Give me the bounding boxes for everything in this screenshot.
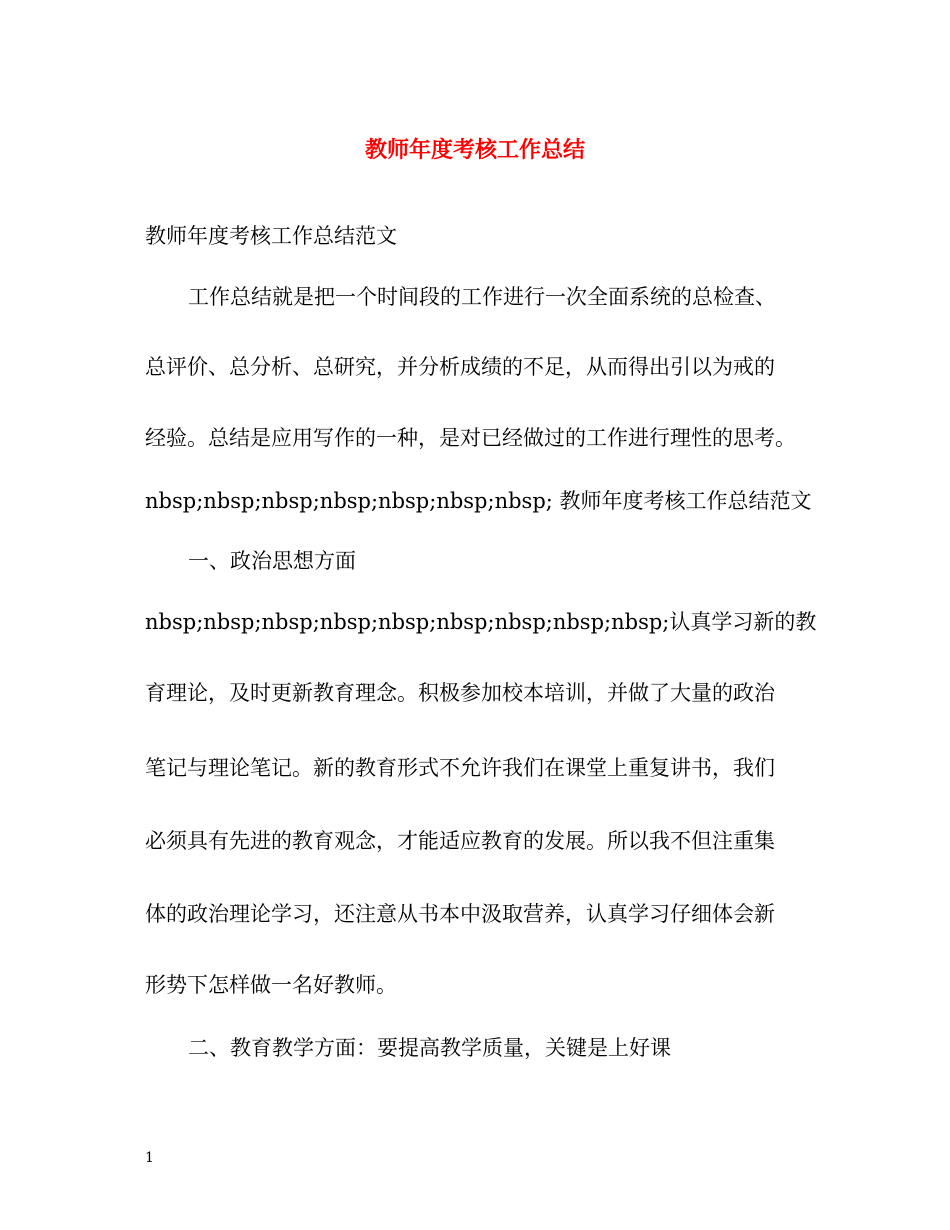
body-line: 经验。总结是应用写作的一种，是对已经做过的工作进行理性的思考。 xyxy=(145,426,796,450)
body-line: nbsp;nbsp;nbsp;nbsp;nbsp;nbsp;nbsp;nbsp;nbsp;认真学习新的教 xyxy=(145,610,817,634)
document-subtitle: 教师年度考核工作总结范文 xyxy=(145,224,397,248)
section-heading: 二、教育教学方面：要提高教学质量，关键是上好课 xyxy=(188,1036,671,1060)
document-title: 教师年度考核工作总结 xyxy=(364,137,585,163)
body-line: 育理论，及时更新教育理念。积极参加校本培训，并做了大量的政治 xyxy=(145,681,775,705)
body-line: nbsp;nbsp;nbsp;nbsp;nbsp;nbsp;nbsp; 教师年度考核工作总结范文 xyxy=(145,489,812,513)
body-line: 总评价、总分析、总研究，并分析成绩的不足，从而得出引以为戒的 xyxy=(145,355,775,379)
body-line: 笔记与理论笔记。新的教育形式不允许我们在课堂上重复讲书，我们 xyxy=(145,756,775,780)
page-number: 1 xyxy=(145,1150,154,1166)
section-heading: 一、政治思想方面 xyxy=(188,549,356,573)
body-line: 工作总结就是把一个时间段的工作进行一次全面系统的总检查、 xyxy=(188,285,776,309)
body-line: 形势下怎样做一名好教师。 xyxy=(145,973,397,997)
body-line: 必须具有先进的教育观念，才能适应教育的发展。所以我不但注重集 xyxy=(145,829,775,853)
body-line: 体的政治理论学习，还注意从书本中汲取营养，认真学习仔细体会新 xyxy=(145,902,775,926)
